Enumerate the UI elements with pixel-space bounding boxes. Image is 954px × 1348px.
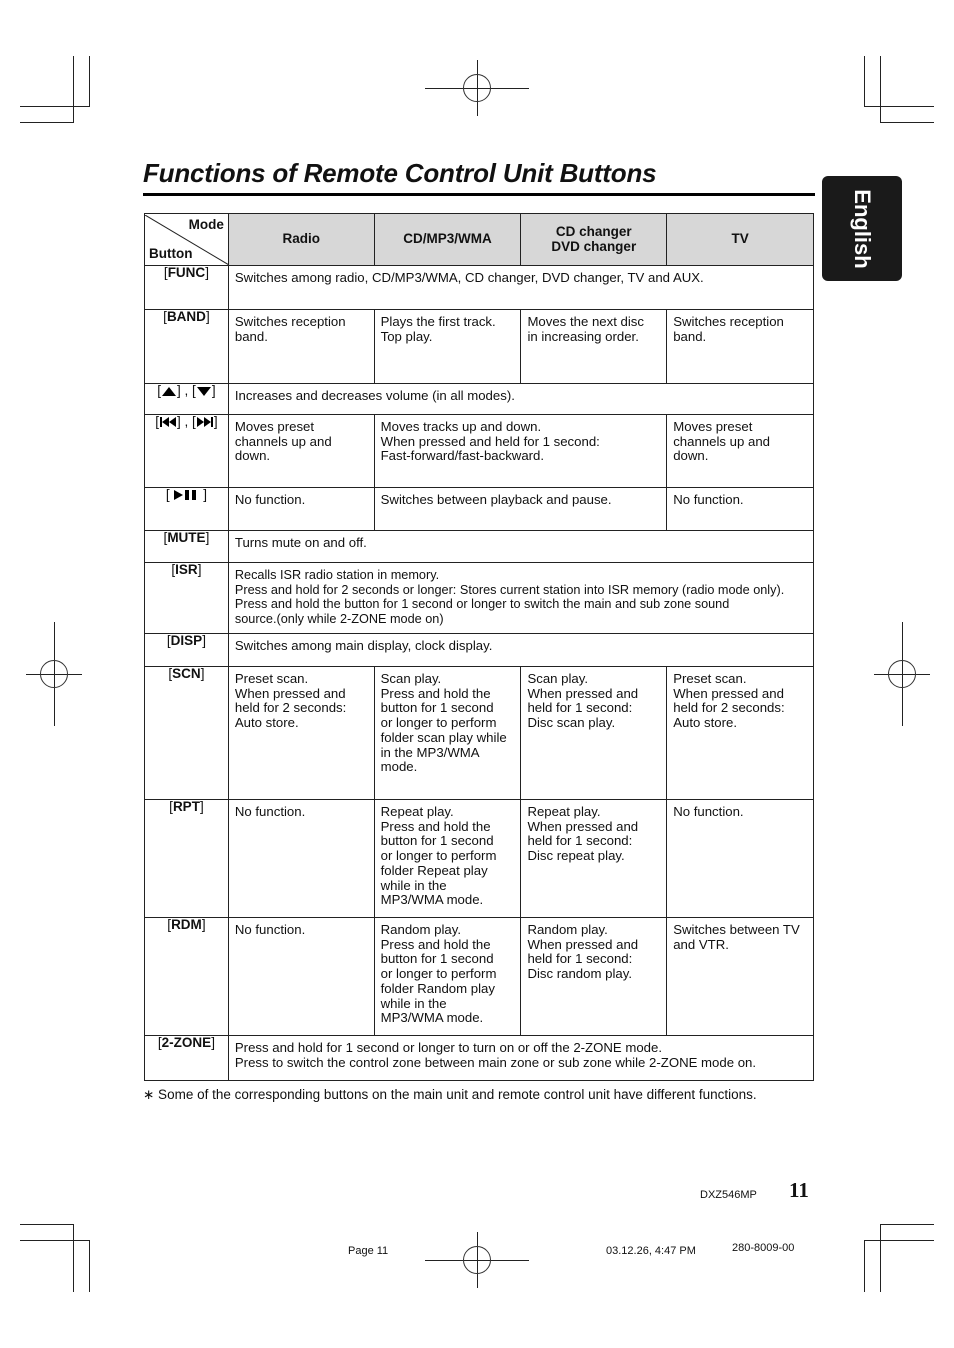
cell-changer [521,918,667,1036]
cell-text: Increases and decreases volume (in all modes). [234,388,515,403]
cell-text: No function. [234,804,306,819]
triangle-up-icon [161,385,177,397]
cell-text: Moves the next disc in increasing order. [527,314,644,344]
cell-text: Switches among radio, CD/MP3/WMA, CD changer, DVD changer, TV and AUX. [234,270,704,285]
button-cell: [MUTE] [145,531,229,563]
crop-mark [89,1240,90,1292]
cell-text: Press and hold for 1 second or longer to turn on or off the 2-ZONE mode. Press to switch the control zone between main zone or sub zone while 2-ZONE mode on. [234,1040,757,1070]
page-number: 11 [789,1178,809,1202]
button-name: SCN [172,666,201,681]
cell-text: Repeat play. Press and hold the button for 1 second or longer to perform folder Repeat play while in the MP3/WMA mode. [380,804,497,908]
button-cell: [BAND] [145,310,229,384]
registration-mark [26,622,82,726]
crop-mark [864,106,934,107]
table-row [145,531,814,563]
button-cell: [ISR] [145,563,229,634]
crop-mark [20,1240,90,1241]
cell-text: Moves preset channels up and down. [673,419,770,464]
cell-text: Switches between TV and VTR. [673,922,800,952]
registration-mark [425,1232,529,1288]
crop-mark [864,1240,934,1241]
play-pause-icon [173,489,199,501]
cell-tv [667,667,814,800]
cell-cd [374,667,521,800]
cell-text: Scan play. When pressed and held for 1 second: Disc scan play. [527,671,639,731]
cell-text: No function. [673,804,744,819]
cell-tv [667,800,814,918]
table-row [145,918,814,1036]
footer-date: 03.12.26, 4:47 PM [606,1245,696,1257]
table-row [145,563,814,634]
cell-radio [228,415,374,488]
button-name: BAND [166,309,206,324]
table-row [145,266,814,310]
header-changer [521,214,667,266]
cell-cd-changer [374,415,667,488]
button-cell: [ ] [145,488,229,531]
header-cd: CD/MP3/WMA [374,214,521,266]
cell-tv [667,310,814,384]
cell-text: Scan play. Press and hold the button for 1 second or longer to perform folder scan play while in the MP3/WMA mode. [380,671,507,775]
crop-mark [20,1224,74,1225]
table-row [145,488,814,531]
crop-mark [20,122,74,123]
cell-changer [521,667,667,800]
cell-radio [228,800,374,918]
button-cell: [2-ZONE] [145,1036,229,1081]
cell-text: Random play. When pressed and held for 1 second: Disc random play. [527,922,639,982]
cell-cd [374,310,521,384]
cell-radio [228,488,374,531]
mode-button-header [145,214,229,266]
cell-text: Switches reception band. [673,314,784,344]
cell-zone [228,1036,813,1081]
crop-mark [880,122,934,123]
registration-mark [425,60,529,116]
functions-table [144,213,814,1081]
cell-text: Repeat play. When pressed and held for 1 second: Disc repeat play. [527,804,639,864]
language-tab-label: English [850,188,875,269]
button-label: Button [149,245,193,261]
cell-text: Random play. Press and hold the button for 1 second or longer to perform folder Random play while in the MP3/WMA mode. [380,922,497,1026]
cell-text: No function. [234,922,306,937]
cell-cd [374,918,521,1036]
header-changer-line1: CD changer [555,223,632,239]
button-name: 2-ZONE [161,1035,212,1050]
cell-text: Moves tracks up and down. When pressed and held for 1 second: Fast-forward/fast-backward. [380,419,600,464]
header-changer-line2: DVD changer [551,238,637,254]
registration-mark [874,622,930,726]
table-row [145,1036,814,1081]
crop-mark [20,106,90,107]
title-rule [143,193,815,196]
cell-cd [374,800,521,918]
cell-isr [228,563,813,634]
crop-mark [880,1224,934,1225]
skip-back-icon [159,416,177,428]
button-name: RDM [171,917,202,932]
mode-label: Mode [188,216,224,232]
crop-mark [880,1224,881,1292]
table-row [145,667,814,800]
crop-mark [864,1240,865,1292]
crop-mark [864,56,865,106]
cell-cd-changer [374,488,667,531]
header-radio: Radio [228,214,374,266]
table-row [145,415,814,488]
cell-volume [228,384,813,415]
skip-forward-icon [196,416,214,428]
cell-text: Moves preset channels up and down. [234,419,332,464]
button-name: DISP [170,633,203,648]
language-tab [822,176,902,281]
cell-text: Plays the first track. Top play. [380,314,496,344]
cell-text: No function. [234,492,306,507]
cell-mute [228,531,813,563]
table-row [145,310,814,384]
cell-text: No function. [673,492,744,507]
cell-changer [521,800,667,918]
button-cell: [RDM] [145,918,229,1036]
page-title: Functions of Remote Control Unit Buttons [143,158,657,188]
button-name: MUTE [167,530,206,545]
table-header-row [145,214,814,266]
button-cell: [FUNC] [145,266,229,310]
cell-disp [228,634,813,667]
cell-text: Turns mute on and off. [234,535,367,550]
cell-radio [228,310,374,384]
crop-mark [73,56,74,122]
button-name: RPT [172,799,200,814]
button-cell: [RPT] [145,800,229,918]
header-tv: TV [667,214,814,266]
button-name: FUNC [167,265,206,280]
footer-doc-code: 280-8009-00 [732,1242,795,1254]
crop-mark [73,1224,74,1292]
cell-tv [667,918,814,1036]
crop-mark [89,56,90,106]
triangle-down-icon [196,385,212,397]
cell-tv [667,488,814,531]
button-cell: [DISP] [145,634,229,667]
model-number: DXZ546MP [700,1189,757,1201]
button-name: ISR [175,562,198,577]
table-row [145,634,814,667]
cell-text: Recalls ISR radio station in memory. Press and hold for 2 seconds or longer: Stores current station into ISR memory (radio mode only). Press and hold the button for 1 second or longer to switch the main and sub zone sound source.(only while 2-ZONE mode on) [234,568,785,627]
cell-radio [228,918,374,1036]
cell-tv [667,415,814,488]
button-cell: [ ] , [ ] [145,384,229,415]
cell-text: Switches among main display, clock display. [234,638,493,653]
table-row [145,800,814,918]
cell-text: Switches between playback and pause. [380,492,612,507]
cell-text: Preset scan. When pressed and held for 2 seconds: Auto store. [234,671,347,731]
table-row [145,384,814,415]
button-cell: [SCN] [145,667,229,800]
cell-text: Switches reception band. [234,314,346,344]
button-cell: [ ] , [ ] [145,415,229,488]
cell-radio [228,667,374,800]
footnote: ∗ Some of the corresponding buttons on the main unit and remote control unit have different functions. [143,1087,757,1102]
cell-changer [521,310,667,384]
footer-page-label: Page 11 [348,1245,389,1257]
cell-func [228,266,813,310]
crop-mark [880,56,881,122]
cell-text: Preset scan. When pressed and held for 2 seconds: Auto store. [673,671,785,731]
